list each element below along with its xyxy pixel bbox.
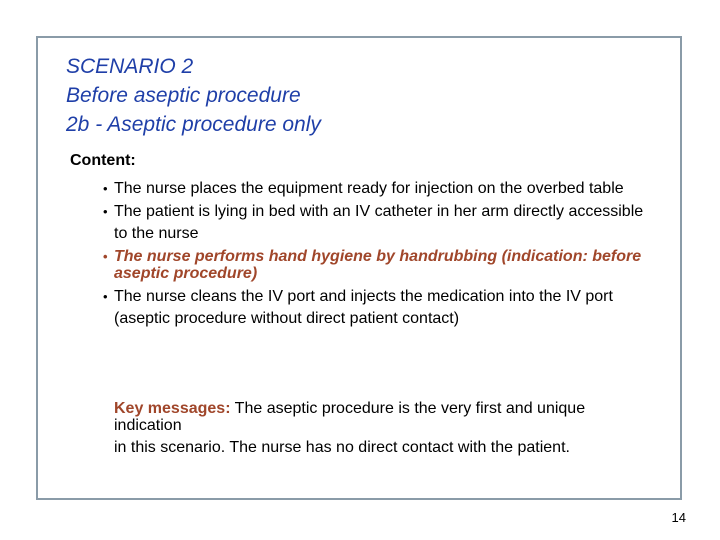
bullet-item (100, 203, 660, 242)
bullet-dot-icon: • (103, 289, 108, 304)
key-messages-text: The aseptic procedure is the very first and unique indication (114, 400, 586, 434)
bullet-continuation: (aseptic procedure without direct patient contact) (114, 310, 460, 327)
key-messages-label: Key messages: (114, 400, 231, 417)
bullet-dot-icon: • (103, 181, 108, 196)
key-messages-text-2: in this scenario. The nurse has no direct contact with the patient. (114, 439, 570, 456)
title-line-1: SCENARIO 2 (66, 55, 194, 78)
bullet-text: The nurse performs hand hygiene by handrubbing (indication: before aseptic procedure) (114, 248, 642, 282)
bullet-text: The nurse places the equipment ready for injection on the overbed table (114, 180, 624, 197)
page-number: 14 (671, 510, 686, 525)
bullet-text: The patient is lying in bed with an IV catheter in her arm directly accessible (114, 203, 644, 220)
content-bullet-list (100, 180, 660, 333)
title-line-3: 2b - Aseptic procedure only (66, 113, 321, 136)
bullet-text: The nurse cleans the IV port and injects the medication into the IV port (114, 288, 613, 305)
bullet-item (100, 288, 660, 327)
bullet-dot-icon: • (103, 249, 108, 264)
bullet-continuation: to the nurse (114, 225, 199, 242)
content-heading: Content: (70, 152, 136, 169)
slide-title (66, 52, 321, 139)
key-messages (114, 400, 644, 456)
title-line-2: Before aseptic procedure (66, 84, 301, 107)
bullet-item-highlight (100, 248, 660, 282)
bullet-item (100, 180, 660, 197)
bullet-dot-icon: • (103, 204, 108, 219)
